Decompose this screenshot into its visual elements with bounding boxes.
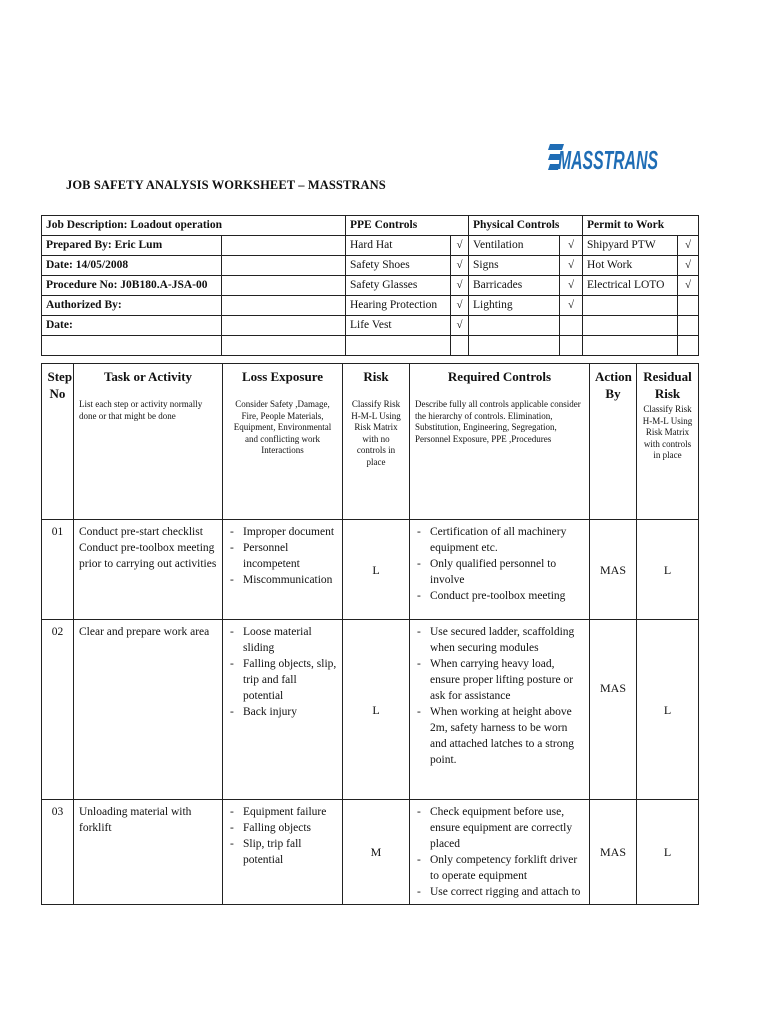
ppe-item: Safety Shoes bbox=[346, 256, 451, 276]
list-item: - Miscommunication bbox=[228, 572, 337, 588]
risk-cell: L bbox=[343, 520, 410, 620]
physical-item: Ventilation bbox=[469, 236, 560, 256]
permit-empty bbox=[583, 316, 678, 336]
table-row bbox=[42, 800, 699, 905]
check-mark: √ bbox=[451, 256, 469, 276]
date2-value bbox=[222, 316, 346, 336]
task-cell: Conduct pre-start checklist Conduct pre-toolbox meeting prior to carrying out activities bbox=[74, 520, 223, 620]
authorized-by: Authorized By: bbox=[42, 296, 222, 316]
risk-header: Risk Classify Risk H-M-L Using Risk Matrix with no controls in place bbox=[343, 364, 410, 520]
permit-empty-check bbox=[678, 316, 699, 336]
prepared-by: Prepared By: Eric Lum bbox=[42, 236, 222, 256]
check-mark: √ bbox=[451, 316, 469, 336]
physical-item: Lighting bbox=[469, 296, 560, 316]
step-no: 01 bbox=[42, 520, 74, 620]
controls-cell bbox=[410, 620, 590, 800]
check-mark: √ bbox=[678, 276, 699, 296]
controls-cell bbox=[410, 800, 590, 905]
prepared-by-value bbox=[222, 236, 346, 256]
header-info-table bbox=[41, 215, 699, 356]
list-item: - Check equipment before use, ensure equipment are correctly placed bbox=[415, 804, 584, 852]
permit-empty-check bbox=[678, 296, 699, 316]
permit-item: Electrical LOTO bbox=[583, 276, 678, 296]
logo-text: MASSTRANS bbox=[558, 145, 659, 175]
blank-cell bbox=[583, 336, 678, 356]
risk-cell: M bbox=[343, 800, 410, 905]
controls-cell bbox=[410, 520, 590, 620]
blank-cell bbox=[560, 336, 583, 356]
loss-cell bbox=[223, 800, 343, 905]
masstrans-logo bbox=[548, 140, 660, 174]
blank-cell bbox=[451, 336, 469, 356]
permit-item: Hot Work bbox=[583, 256, 678, 276]
list-item: - Use secured ladder, scaffolding when securing modules bbox=[415, 624, 584, 656]
jsa-table bbox=[41, 363, 699, 905]
step-header: Step No bbox=[42, 364, 74, 520]
check-mark: √ bbox=[560, 256, 583, 276]
residual-cell: L bbox=[637, 800, 699, 905]
blank-cell bbox=[222, 336, 346, 356]
date-value bbox=[222, 256, 346, 276]
blank-cell bbox=[678, 336, 699, 356]
date: Date: 14/05/2008 bbox=[42, 256, 222, 276]
check-mark: √ bbox=[678, 236, 699, 256]
check-mark: √ bbox=[451, 236, 469, 256]
physical-item: Barricades bbox=[469, 276, 560, 296]
step-no: 03 bbox=[42, 800, 74, 905]
list-item: - Personnel incompetent bbox=[228, 540, 337, 572]
list-item: - Use correct rigging and attach to bbox=[415, 884, 584, 900]
job-description: Job Description: Loadout operation bbox=[42, 216, 346, 236]
list-item: - Only qualified personnel to involve bbox=[415, 556, 584, 588]
ppe-item: Safety Glasses bbox=[346, 276, 451, 296]
action-header: Action By bbox=[590, 364, 637, 520]
step-no: 02 bbox=[42, 620, 74, 800]
list-item: - Improper document bbox=[228, 524, 337, 540]
loss-header: Loss Exposure Consider Safety ,Damage, Fire, People Materials, Equipment, Environmental and conflicting work Interactions bbox=[223, 364, 343, 520]
list-item: - Falling objects bbox=[228, 820, 337, 836]
permit-heading: Permit to Work bbox=[583, 216, 699, 236]
controls-header: Required Controls Describe fully all controls applicable consider the hierarchy of controls. Elimination, Substitution, Engineering, Segregation, Personnel Exposure, PPE ,Procedures bbox=[410, 364, 590, 520]
physical-item: Signs bbox=[469, 256, 560, 276]
task-cell: Unloading material with forklift bbox=[74, 800, 223, 905]
physical-heading: Physical Controls bbox=[469, 216, 583, 236]
list-item: - Falling objects, slip, trip and fall potential bbox=[228, 656, 337, 704]
blank-cell bbox=[469, 336, 560, 356]
list-item: - Slip, trip fall potential bbox=[228, 836, 337, 868]
list-item: - Only competency forklift driver to operate equipment bbox=[415, 852, 584, 884]
blank-cell bbox=[42, 336, 222, 356]
list-item: - Conduct pre-toolbox meeting bbox=[415, 588, 584, 604]
list-item: - Equipment failure bbox=[228, 804, 337, 820]
ppe-heading: PPE Controls bbox=[346, 216, 469, 236]
ppe-item: Hard Hat bbox=[346, 236, 451, 256]
check-mark: √ bbox=[560, 296, 583, 316]
task-header: Task or Activity List each step or activity normally done or that might be done bbox=[74, 364, 223, 520]
check-mark: √ bbox=[451, 296, 469, 316]
residual-header: Residual Risk Classify Risk H-M-L Using Risk Matrix with controls in place bbox=[637, 364, 699, 520]
procedure-value bbox=[222, 276, 346, 296]
residual-cell: L bbox=[637, 620, 699, 800]
loss-cell bbox=[223, 520, 343, 620]
ppe-item: Hearing Protection bbox=[346, 296, 451, 316]
permit-item: Shipyard PTW bbox=[583, 236, 678, 256]
action-cell: MAS bbox=[590, 520, 637, 620]
list-item: - Loose material sliding bbox=[228, 624, 337, 656]
check-mark: √ bbox=[678, 256, 699, 276]
date2: Date: bbox=[42, 316, 222, 336]
permit-empty bbox=[583, 296, 678, 316]
list-item: - When working at height above 2m, safety harness to be worn and attached latches to a strong point. bbox=[415, 704, 584, 768]
table-row bbox=[42, 520, 699, 620]
list-item: - Back injury bbox=[228, 704, 337, 720]
task-cell: Clear and prepare work area bbox=[74, 620, 223, 800]
loss-cell bbox=[223, 620, 343, 800]
blank-cell bbox=[346, 336, 451, 356]
check-mark: √ bbox=[451, 276, 469, 296]
physical-empty-check bbox=[560, 316, 583, 336]
ppe-item: Life Vest bbox=[346, 316, 451, 336]
table-row bbox=[42, 620, 699, 800]
risk-cell: L bbox=[343, 620, 410, 800]
list-item: - When carrying heavy load, ensure proper lifting posture or ask for assistance bbox=[415, 656, 584, 704]
check-mark: √ bbox=[560, 236, 583, 256]
procedure-no: Procedure No: J0B180.A-JSA-00 bbox=[42, 276, 222, 296]
action-cell: MAS bbox=[590, 800, 637, 905]
check-mark: √ bbox=[560, 276, 583, 296]
residual-cell: L bbox=[637, 520, 699, 620]
physical-empty bbox=[469, 316, 560, 336]
action-cell: MAS bbox=[590, 620, 637, 800]
list-item: - Certification of all machinery equipment etc. bbox=[415, 524, 584, 556]
authorized-value bbox=[222, 296, 346, 316]
page-title: JOB SAFETY ANALYSIS WORKSHEET – MASSTRANS bbox=[66, 178, 386, 192]
